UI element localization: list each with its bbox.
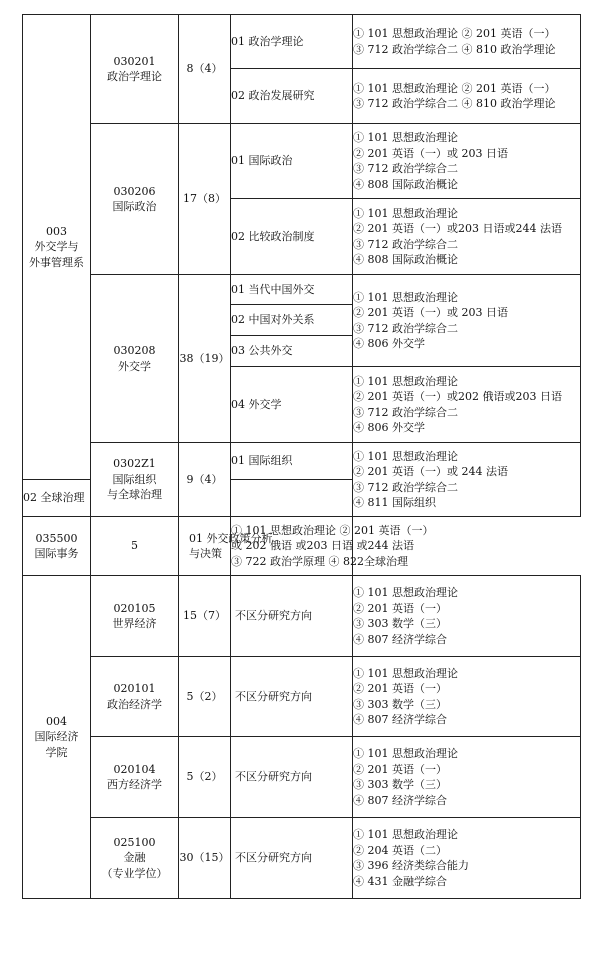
major-code: 025100 [113, 835, 156, 849]
major-cell [91, 818, 179, 899]
direction-cell: 02 比较政治制度 [231, 199, 353, 275]
department-name: 国际经济 [34, 730, 79, 744]
major-cell [91, 443, 179, 517]
exam-line: ② 201 英语（一）或 244 法语 [353, 465, 508, 478]
direction-line: 与决策 [189, 547, 222, 560]
exam-line: ④ 808 国际政治概论 [353, 253, 458, 266]
exam-line: ① 101 思想政治理论 [353, 131, 458, 144]
direction-cell: 02 中国对外关系 [231, 305, 353, 336]
exam-line: ③ 722 政治学原理 ④ 822全球治理 [231, 554, 408, 568]
exam-line: ③ 303 数学（三） [353, 697, 447, 711]
major-code: 035500 [35, 531, 78, 545]
exam-subjects-cell [353, 367, 581, 443]
major-cell [91, 15, 179, 124]
direction-line: 01 外交政策分析 [189, 531, 273, 545]
exam-subjects-cell [353, 15, 581, 69]
exam-line: ④ 806 外交学 [353, 421, 425, 434]
table-row [23, 576, 581, 657]
major-name: 金融 [123, 851, 146, 865]
exam-line: ④ 807 经济学综合 [353, 713, 447, 726]
major-cell [91, 275, 179, 443]
exam-line: ③ 396 经济类综合能力 [353, 859, 469, 872]
major-name: 与全球治理 [107, 488, 162, 502]
major-name: 世界经济 [112, 617, 157, 630]
exam-line: ④ 807 经济学综合 [353, 793, 447, 807]
exam-line: 或 202 俄语 或203 日语 或244 法语 [231, 539, 414, 553]
major-cell [91, 737, 179, 818]
exam-line: ② 201 英语（一） [353, 762, 447, 776]
direction-cell: 不区分研究方向 [231, 737, 353, 818]
direction-cell: 不区分研究方向 [231, 818, 353, 899]
quota-cell: 5 [91, 517, 179, 576]
exam-line: ③ 303 数学（三） [353, 617, 447, 630]
direction-cell: 01 国际组织 [231, 443, 353, 480]
direction-cell: 不区分研究方向 [231, 657, 353, 737]
exam-line: ③ 303 数学（三） [353, 778, 447, 791]
exam-subjects-cell [231, 517, 434, 576]
exam-line: ④ 811 国际组织 [353, 496, 436, 509]
exam-subjects-cell [353, 737, 581, 818]
exam-line: ② 201 英语（一）或 203 日语 [353, 146, 508, 160]
quota-cell: 5（2） [179, 737, 231, 818]
table-row [23, 517, 581, 576]
direction-cell: 01 政治学理论 [231, 15, 353, 69]
exam-line: ② 201 英语（一）或 203 日语 [353, 306, 508, 319]
exam-line: ③ 712 政治学综合二 [353, 480, 458, 494]
department-name: 外事管理系 [29, 255, 84, 269]
direction-cell: 04 外交学 [231, 367, 353, 443]
exam-line: ① 101 思想政治理论 [353, 828, 458, 841]
exam-line: ① 101 思想政治理论 [353, 747, 458, 760]
exam-line: ③ 712 政治学综合二 [353, 405, 458, 419]
table-row [23, 818, 581, 899]
exam-line: ③ 712 政治学综合二 ④ 810 政治学理论 [353, 42, 556, 56]
exam-line: ① 101 思想政治理论 [353, 374, 458, 388]
major-code: 030206 [113, 184, 156, 198]
major-name: 西方经济学 [107, 778, 162, 791]
major-cell [91, 657, 179, 737]
major-code: 020104 [113, 762, 156, 776]
exam-line: ② 201 英语（一） [353, 601, 447, 615]
major-code: 020101 [113, 682, 156, 695]
major-name: 国际事务 [34, 547, 79, 560]
major-name: 外交学 [118, 359, 151, 373]
table-row [23, 275, 581, 305]
exam-line: ③ 712 政治学综合二 [353, 162, 458, 175]
exam-line: ③ 712 政治学综合二 [353, 237, 458, 251]
exam-subjects-cell [353, 443, 581, 517]
exam-line: ② 201 英语（一）或203 日语或244 法语 [353, 222, 562, 235]
exam-subjects-cell [353, 576, 581, 657]
exam-subjects-cell [353, 69, 581, 124]
direction-cell: 不区分研究方向 [231, 576, 353, 657]
exam-line: ④ 806 外交学 [353, 337, 425, 350]
exam-line: ④ 807 经济学综合 [353, 632, 447, 646]
exam-line: ③ 712 政治学综合二 ④ 810 政治学理论 [353, 97, 556, 110]
direction-cell: 03 公共外交 [231, 336, 353, 367]
table-row [23, 657, 581, 737]
exam-line: ① 101 思想政治理论 ② 201 英语（一） [231, 523, 434, 537]
quota-cell: 8（4） [179, 15, 231, 124]
quota-cell: 9（4） [179, 443, 231, 517]
exam-line: ① 101 思想政治理论 ② 201 英语（一） [353, 27, 556, 40]
quota-cell: 30（15） [179, 818, 231, 899]
exam-subjects-cell [353, 657, 581, 737]
major-cell [91, 576, 179, 657]
admissions-table [22, 14, 581, 899]
direction-cell [179, 517, 273, 576]
major-cell [23, 517, 91, 576]
exam-line: ② 204 英语（二） [353, 843, 447, 857]
exam-subjects-cell [353, 124, 581, 199]
department-cell-004 [23, 576, 91, 899]
exam-line: ② 201 英语（一）或202 俄语或203 日语 [353, 390, 562, 403]
major-name: 政治学理论 [107, 70, 162, 83]
major-name: 国际政治 [112, 200, 157, 213]
exam-subjects-cell [353, 275, 581, 367]
table-row [23, 124, 581, 199]
table-row [23, 737, 581, 818]
quota-cell: 5（2） [179, 657, 231, 737]
major-code: 020105 [113, 601, 156, 615]
department-code: 003 [46, 224, 67, 238]
exam-subjects-cell [353, 818, 581, 899]
table-row [23, 15, 581, 69]
quota-cell: 17（8） [179, 124, 231, 275]
department-name: 外交学与 [34, 240, 79, 254]
direction-cell: 01 国际政治 [231, 124, 353, 199]
major-name: （专业学位） [101, 866, 168, 880]
direction-cell: 02 政治发展研究 [231, 69, 353, 124]
exam-line: ① 101 思想政治理论 [353, 206, 458, 220]
exam-line: ② 201 英语（一） [353, 682, 447, 695]
quota-cell: 38（19） [179, 275, 231, 443]
major-name: 政治经济学 [107, 697, 162, 711]
direction-cell: 01 当代中国外交 [231, 275, 353, 305]
direction-cell: 02 全球治理 [23, 480, 91, 517]
department-code: 004 [46, 714, 67, 728]
major-code: 030208 [113, 344, 156, 357]
exam-line: ③ 712 政治学综合二 [353, 321, 458, 335]
exam-line: ① 101 思想政治理论 [353, 586, 458, 599]
quota-cell: 15（7） [179, 576, 231, 657]
major-code: 030201 [113, 54, 156, 68]
exam-line: ① 101 思想政治理论 [353, 449, 458, 463]
major-cell [91, 124, 179, 275]
exam-line: ① 101 思想政治理论 ② 201 英语（一） [353, 81, 556, 95]
exam-line: ① 101 思想政治理论 [353, 666, 458, 680]
major-code: 0302Z1 [113, 457, 156, 471]
department-name: 学院 [45, 745, 68, 759]
exam-line: ④ 808 国际政治概论 [353, 177, 458, 191]
department-cell-003 [23, 15, 91, 480]
exam-line: ④ 431 金融学综合 [353, 874, 447, 888]
major-name: 国际组织 [112, 472, 157, 486]
exam-subjects-cell [353, 199, 581, 275]
table-row [23, 443, 581, 480]
exam-line: ① 101 思想政治理论 [353, 290, 458, 304]
